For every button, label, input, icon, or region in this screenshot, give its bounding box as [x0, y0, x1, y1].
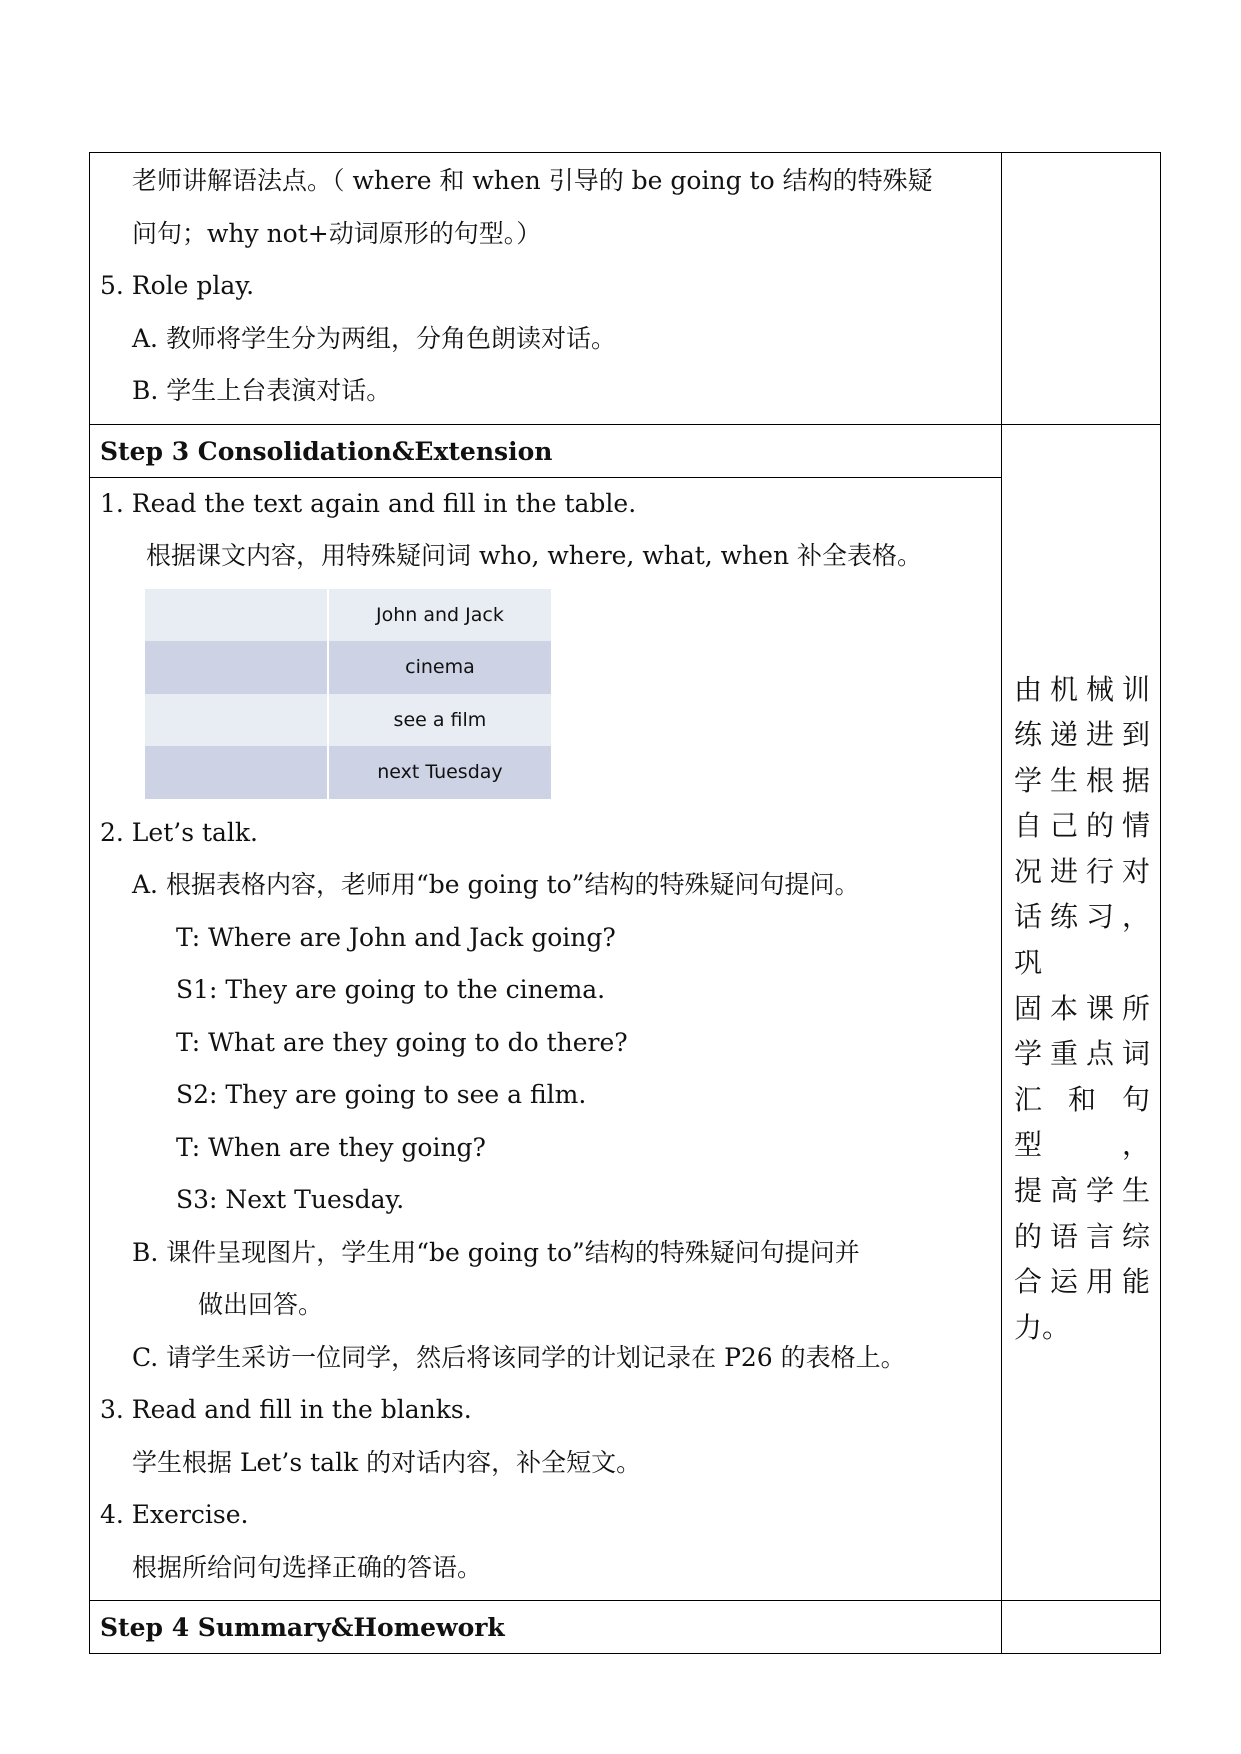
- grammar-note-line-2: 问句；why not+动词原形的句型。）: [132, 218, 542, 248]
- item2-title: 2. Let’s talk.: [100, 817, 259, 847]
- side-note-line: 力。: [1014, 1310, 1071, 1344]
- step4-heading-row: [90, 1601, 1161, 1654]
- step3-side-cell: [1002, 424, 1161, 1601]
- side-note: [1002, 667, 1160, 1351]
- item3-instruction: 学生根据 Let’s talk 的对话内容，补全短文。: [132, 1447, 642, 1477]
- side-note-line: 固本课所: [1014, 991, 1150, 1025]
- side-note-line: 合运用能: [1014, 1265, 1150, 1299]
- role-play-item-b: B. 学生上台表演对话。: [132, 376, 392, 405]
- item2-c: C. 请学生采访一位同学，然后将该同学的计划记录在 P26 的表格上。: [132, 1342, 906, 1372]
- fill-in-table-row: [145, 746, 551, 799]
- fill-in-blank-cell: [145, 694, 328, 747]
- dialogue-line: T: When are they going?: [176, 1132, 486, 1162]
- fill-in-table-row: [145, 694, 551, 747]
- step4-side-cell: [1002, 1601, 1161, 1654]
- item1-title: 1. Read the text again and fill in the table.: [100, 488, 637, 518]
- step2-side-cell: [1002, 153, 1161, 425]
- item4-title: 4. Exercise.: [100, 1500, 249, 1529]
- side-note-line: 由机械训: [1014, 672, 1150, 706]
- lesson-plan-table: [89, 152, 1161, 1654]
- role-play-item-a: A. 教师将学生分为两组，分角色朗读对话。: [132, 323, 616, 353]
- grammar-note-line-1: 老师讲解语法点。（ where 和 when 引导的 be going to 结构的特殊疑: [132, 166, 933, 195]
- fill-in-blank-cell: [145, 589, 328, 642]
- step2-continuation-row: [90, 153, 1161, 425]
- side-note-line: 况进行对: [1014, 854, 1150, 888]
- side-note-line: 自己的情: [1014, 809, 1150, 843]
- item4-instruction: 根据所给问句选择正确的答语。: [132, 1552, 483, 1582]
- step2-content-cell: [90, 153, 1002, 425]
- step3-content-cell: [90, 477, 1002, 1601]
- fill-in-value-cell: next Tuesday: [328, 746, 551, 799]
- role-play-title: 5. Role play.: [100, 271, 255, 300]
- fill-in-table-row: [145, 589, 551, 642]
- side-note-line: 汇和句型，: [1014, 1082, 1150, 1162]
- fill-in-value-cell: John and Jack: [328, 589, 551, 642]
- item2-b-line-2: 做出回答。: [198, 1290, 324, 1319]
- step3-heading: Step 3 Consolidation&Extension: [100, 436, 553, 466]
- fill-in-value-cell: see a film: [328, 694, 551, 747]
- fill-in-value-cell: cinema: [328, 641, 551, 694]
- step3-heading-cell: [90, 424, 1002, 477]
- step4-heading-cell: [90, 1601, 1002, 1654]
- fill-in-blank-cell: [145, 746, 328, 799]
- dialogue-line: S3: Next Tuesday.: [176, 1185, 405, 1214]
- dialogue-line: S2: They are going to see a film.: [176, 1080, 587, 1109]
- side-note-line: 话练习，巩: [1014, 900, 1150, 980]
- fill-in-table-row: [145, 641, 551, 694]
- step3-content-row: [90, 477, 1161, 1601]
- side-note-line: 学重点词: [1014, 1037, 1150, 1071]
- fill-in-table: [145, 589, 551, 799]
- fill-in-blank-cell: [145, 641, 328, 694]
- side-note-line: 练递进到: [1014, 718, 1150, 752]
- item3-title: 3. Read and fill in the blanks.: [100, 1395, 472, 1424]
- item2-a: A. 根据表格内容，老师用“be going to”结构的特殊疑问句提问。: [132, 870, 860, 899]
- step3-heading-row: [90, 424, 1161, 477]
- dialogue-line: S1: They are going to the cinema.: [176, 975, 606, 1004]
- side-note-line: 学生根据: [1014, 763, 1150, 797]
- dialogue-line: T: What are they going to do there?: [176, 1027, 628, 1057]
- item1-instruction: 根据课文内容，用特殊疑问词 who, where, what, when 补全表格。: [146, 541, 923, 570]
- side-note-line: 提高学生: [1014, 1174, 1150, 1208]
- item2-b-line-1: B. 课件呈现图片，学生用“be going to”结构的特殊疑问句提问并: [132, 1237, 860, 1267]
- dialogue-line: T: Where are John and Jack going?: [176, 922, 616, 952]
- step4-heading: Step 4 Summary&Homework: [100, 1613, 505, 1642]
- side-note-line: 的语言综: [1014, 1219, 1150, 1253]
